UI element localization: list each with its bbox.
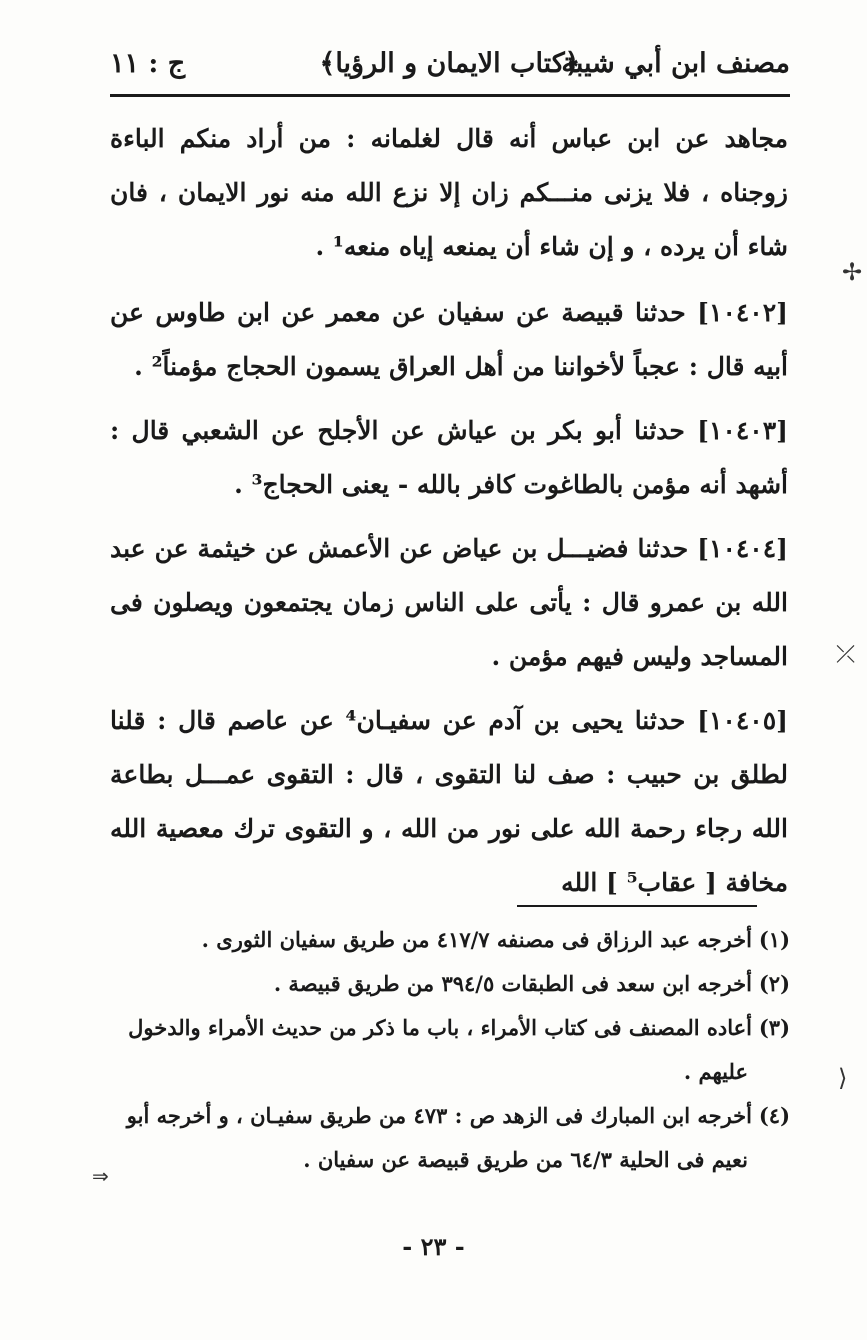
footnote — [100, 1094, 790, 1182]
page-number: - ٢٣ - — [402, 1232, 465, 1261]
main-text — [110, 112, 788, 920]
running-header — [110, 42, 790, 94]
hadith-paragraph — [110, 694, 788, 910]
footnote — [100, 918, 790, 962]
hadith-number: [١٠٤٠٣] — [697, 416, 788, 445]
margin-tick-mark: ⤫ — [836, 640, 856, 668]
paragraph-continuation — [110, 112, 788, 274]
footnote-text: أعاده المصنف فى كتاب الأمراء ، باب ما ذكر من حديث الأمراء والدخول عليهم . — [128, 1015, 752, 1084]
margin-tick-mark: ⟩ — [838, 1064, 848, 1092]
footnote — [100, 962, 790, 1006]
footnote — [100, 1006, 790, 1094]
footnote-rule — [517, 905, 757, 907]
footnote-mark: (١) — [758, 927, 790, 952]
book-title: مصنف ابن أبي شيبة — [561, 48, 790, 79]
paragraph-text: حدثنا قبيصة عن سفيان عن معمر عن ابن طاوس عن أبيه قال : عجباً لأخواننا من أهل العراق يسمون الحجاج مؤمناً² . — [110, 298, 788, 381]
margin-tick-mark: ✢ — [842, 258, 863, 286]
hadith-paragraph — [110, 404, 788, 512]
header-rule — [110, 94, 790, 97]
footnote-text: أخرجه ابن المبارك فى الزهد ص : ٤٧٣ من طريق سفيـان ، و أخرجه أبو نعيم فى الحلية ٦٤/٣ من طريق قبيصة عن سفيان . — [126, 1103, 752, 1172]
footnote-mark: (٢) — [758, 971, 790, 996]
paragraph-text: مجاهد عن ابن عباس أنه قال لغلمانه : من أراد منكم الباءة زوجناه ، فلا يزنى منـــكم زان إلا نزع الله منه نور الايمان ، فان شاء أن يرده ، و إن شاء أن يمنعه إياه منعه¹ . — [110, 124, 788, 261]
margin-arrow-mark: ⇒ — [92, 1164, 109, 1188]
hadith-paragraph — [110, 522, 788, 684]
footnote-text: أخرجه ابن سعد فى الطبقات ٣٩٤/٥ من طريق قبيصة . — [273, 971, 752, 996]
hadith-number: [١٠٤٠٢] — [697, 298, 788, 327]
footnote-text: أخرجه عبد الرزاق فى مصنفه ٤١٧/٧ من طريق سفيان الثورى . — [201, 927, 752, 952]
footnote-mark: (٤) — [758, 1103, 790, 1128]
footnotes — [100, 918, 790, 1182]
footnote-mark: (٣) — [758, 1015, 790, 1040]
chapter-title: ﴿كتاب الايمان و الرؤيا﴾ — [319, 48, 581, 79]
paragraph-text: حدثنا فضيـــل بن عياض عن الأعمش عن خيثمة عن عبد الله بن عمرو قال : يأتى على الناس زمان يجتمعون ويصلون فى المساجد وليس فيهم مؤمن . — [110, 534, 788, 671]
paragraph-text: حدثنا أبو بكر بن عياش عن الأجلح عن الشعبي قال : أشهد أنه مؤمن بالطاغوت كافر بالله - يعنى الحجاج³ . — [110, 416, 788, 499]
hadith-number: [١٠٤٠٥] — [697, 706, 788, 735]
paragraph-text: حدثنا يحيى بن آدم عن سفيـان⁴ عن عاصم قال : قلنا لطلق بن حبيب : صف لنا التقوى ، قال : التقوى عمـــل بطاعة الله رجاء رحمة الله على نور من الله ، و التقوى ترك معصية الله مخافة [ عقاب⁵ ] الله — [110, 706, 788, 897]
hadith-number: [١٠٤٠٤] — [697, 534, 788, 563]
hadith-paragraph — [110, 286, 788, 394]
volume-number: ج : ١١ — [110, 48, 186, 79]
